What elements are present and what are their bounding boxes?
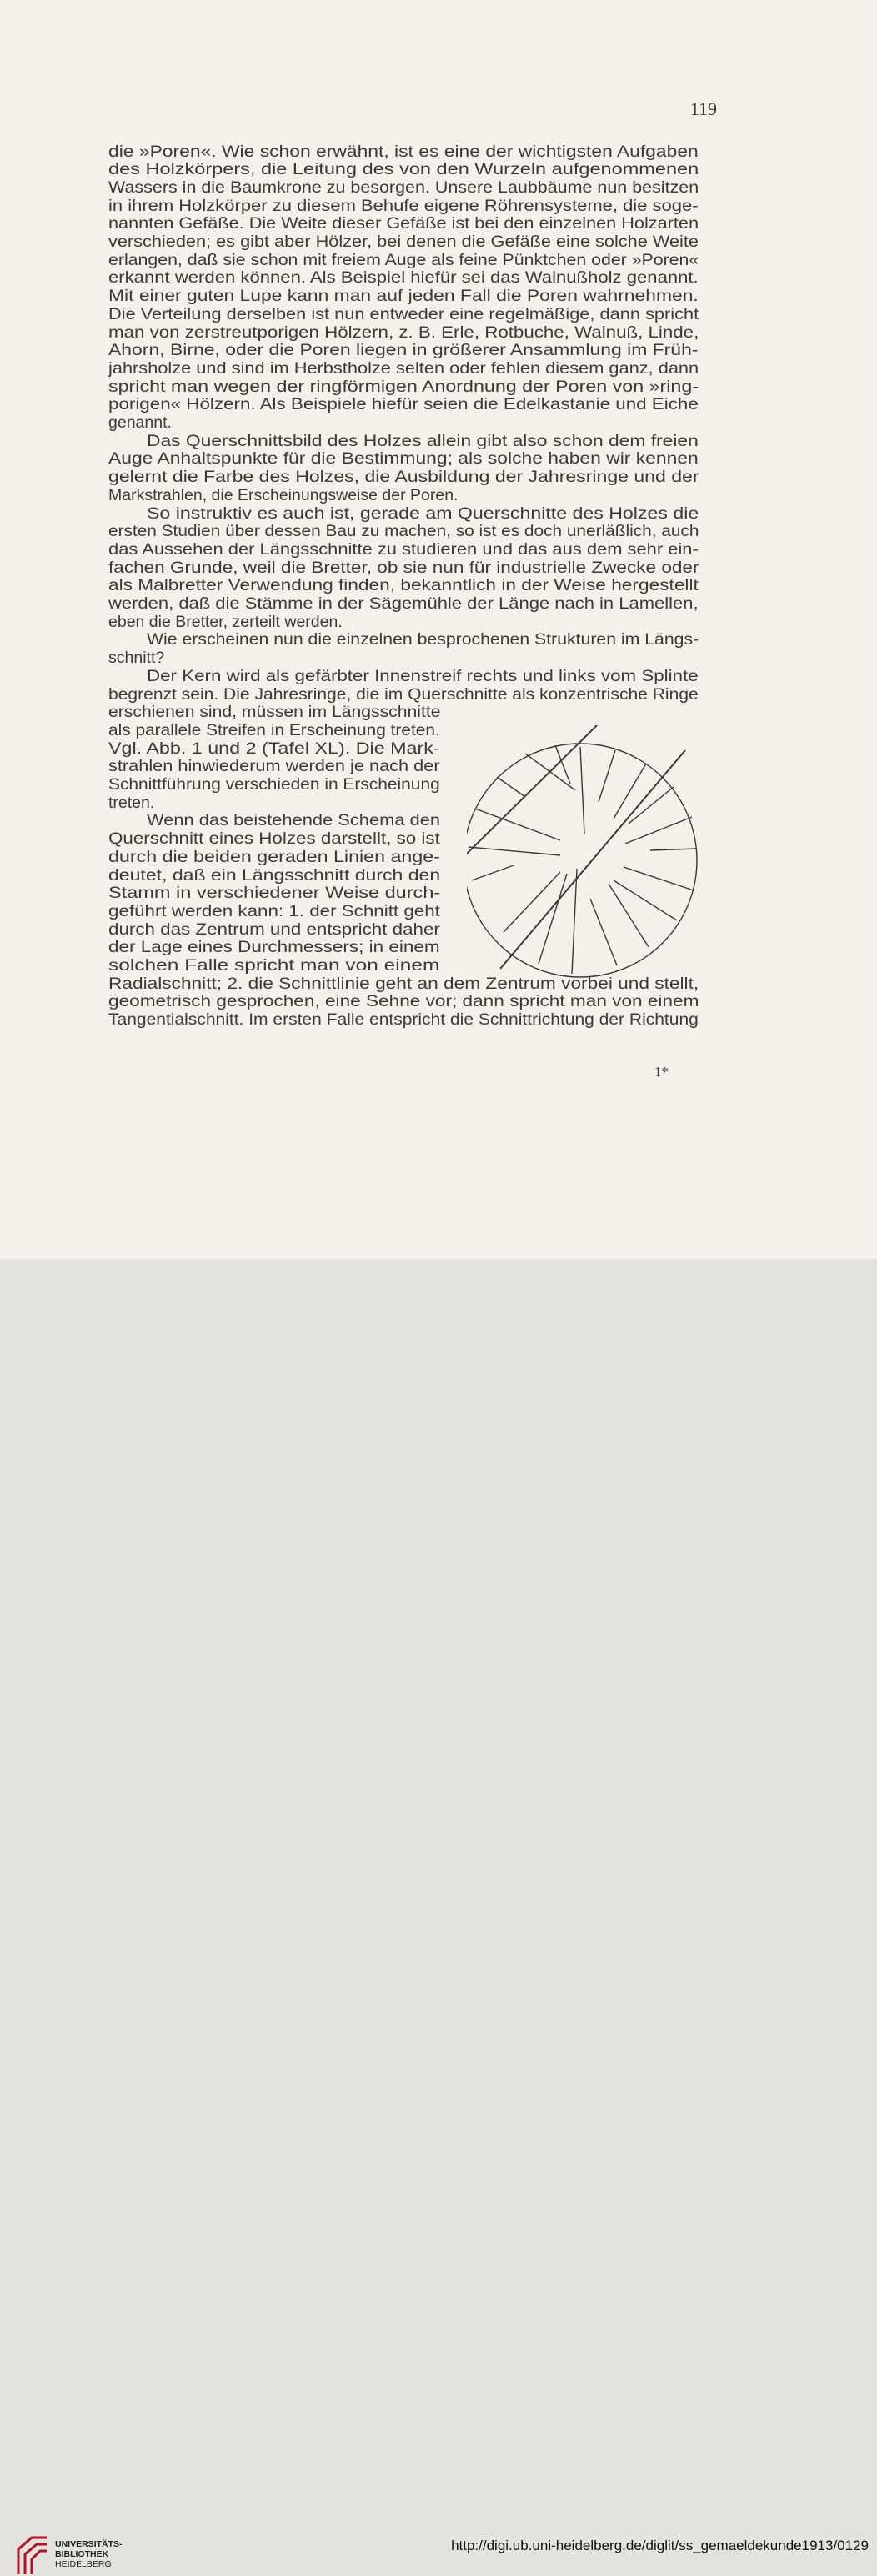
library-logo-icon	[13, 2533, 52, 2576]
radial-cut-line	[500, 750, 685, 969]
text-line: das Aussehen der Längsschnitte zu studieren und das aus dem sehr ein-	[108, 539, 699, 559]
text-line: Auge Anhaltspunkte für die Bestimmung; als solche haben wir kennen	[108, 449, 699, 469]
text-line: die »Poren«. Wie schon erwähnt, ist es eine der wichtigsten Aufgaben	[108, 142, 699, 161]
text-line: ersten Studien über dessen Bau zu machen, so ist es doch unerläßlich, auch	[108, 522, 699, 541]
text-line: spricht man wegen der ringförmigen Anordnung der Poren von »ring-	[108, 377, 699, 396]
text-line: der Lage eines Durchmessers; in einem	[108, 938, 440, 957]
text-line: des Holzkörpers, die Leitung des von den Wurzeln aufgenommenen	[108, 160, 699, 179]
text-line: erlangen, daß sie schon mit freiem Auge als feine Pünktchen oder »Poren«	[108, 250, 699, 269]
text-line: geometrisch gesprochen, eine Sehne vor; dann spricht man von einem	[108, 992, 699, 1011]
text-line: Wie erscheinen nun die einzelnen besprochenen Strukturen im Längs-	[147, 630, 699, 649]
text-line: in ihrem Holzkörper zu diesem Behufe eigene Röhrensysteme, die soge-	[108, 196, 699, 215]
text-line: durch die beiden geraden Linien ange-	[108, 847, 440, 866]
text-line: porigen« Hölzern. Als Beispiele hiefür seien die Edelkastanie und Eiche	[108, 395, 699, 414]
text-line: deutet, daß ein Längsschnitt durch den	[108, 865, 441, 885]
text-line: Das Querschnittsbild des Holzes allein gibt also schon dem freien	[147, 431, 699, 450]
text-line: Ahorn, Birne, oder die Poren liegen in größerer Ansammlung im Früh-	[108, 341, 699, 360]
text-line: fachen Grunde, weil die Bretter, ob sie nun für industrielle Zwecke oder	[108, 558, 699, 577]
library-name-line-1: UNIVERSITÄTS-	[55, 2539, 123, 2549]
cross-section-diagram	[467, 725, 717, 992]
text-line: Mit einer guten Lupe kann man auf jeden Fall die Poren wahrnehmen.	[108, 287, 699, 306]
text-line: Querschnitt eines Holzes darstellt, so ist	[108, 829, 440, 849]
text-line: Schnittführung verschieden in Erscheinung	[108, 775, 440, 794]
medullary-rays	[469, 745, 697, 974]
text-line: als Malbretter Verwendung finden, bekanntlich in der Weise hergestellt	[108, 576, 699, 595]
text-line: eben die Bretter, zerteilt werden.	[108, 612, 343, 631]
text-line: gelernt die Farbe des Holzes, die Ausbildung der Jahresringe und der	[108, 468, 699, 487]
footer-bar	[0, 1259, 877, 2569]
library-name	[55, 2539, 123, 2569]
text-line: Radialschnitt; 2. die Schnittlinie geht an dem Zentrum vorbei und stellt,	[108, 974, 699, 993]
text-line: treten.	[108, 793, 155, 812]
text-line: Vgl. Abb. 1 und 2 (Tafel XL). Die Mark-	[108, 739, 440, 758]
text-line: Wenn das beistehende Schema den	[147, 811, 441, 830]
text-line: Die Verteilung derselben ist nun entweder eine regelmäßige, dann spricht	[108, 304, 699, 323]
text-line: Der Kern wird als gefärbter Innenstreif rechts und links vom Splinte	[147, 666, 699, 685]
library-name-line-2: BIBLIOTHEK	[55, 2549, 109, 2559]
text-line: durch das Zentrum und entspricht daher	[108, 920, 440, 939]
text-line: solchen Falle spricht man von einem	[108, 956, 440, 975]
text-line: Markstrahlen, die Erscheinungsweise der Poren.	[108, 485, 459, 504]
text-line: schnitt?	[108, 649, 165, 668]
text-line: So instruktiv es auch ist, gerade am Querschnitte des Holzes die	[147, 504, 699, 523]
text-line: Tangentialschnitt. Im ersten Falle entspricht die Schnittrichtung der Richtung	[108, 1010, 699, 1030]
text-line: nannten Gefäße. Die Weite dieser Gefäße ist bei den einzelnen Holzarten	[108, 214, 699, 233]
text-line: geführt werden kann: 1. der Schnitt geht	[108, 901, 440, 920]
text-line: man von zerstreutporigen Hölzern, z. B. Erle, Rotbuche, Walnuß, Linde,	[108, 323, 699, 342]
text-line: genannt.	[108, 413, 172, 432]
book-page	[0, 0, 877, 1259]
page-number: 119	[689, 98, 717, 119]
text-line: erkannt werden können. Als Beispiel hiefür sei das Walnußholz genannt.	[108, 268, 699, 288]
text-line: Stamm in verschiedener Weise durch-	[108, 884, 441, 903]
text-line: jahrsholze und sind im Herbstholze selten oder fehlen diesem ganz, dann	[108, 358, 699, 378]
text-line: begrenzt sein. Die Jahresringe, die im Querschnitte als konzentrische Ringe	[108, 684, 699, 704]
sheet-signature: 1*	[654, 1064, 669, 1080]
text-line: werden, daß die Stämme in der Sägemühle der Länge nach in Lamellen,	[108, 594, 699, 613]
text-line: als parallele Streifen in Erscheinung treten.	[108, 720, 440, 739]
text-line: strahlen hinwiederum werden je nach der	[108, 757, 440, 776]
text-line: verschieden; es gibt aber Hölzer, bei denen die Gefäße eine solche Weite	[108, 233, 699, 251]
text-line: Wassers in die Baumkrone zu besorgen. Unsere Laubbäume nun besitzen	[108, 178, 699, 197]
source-url[interactable]: http://digi.ub.uni-heidelberg.de/diglit/ss_gemaeldekunde1913/0129	[451, 2538, 869, 2553]
text-line: erschienen sind, müssen im Längsschnitte	[108, 703, 441, 722]
library-name-line-3: HEIDELBERG	[55, 2559, 112, 2569]
